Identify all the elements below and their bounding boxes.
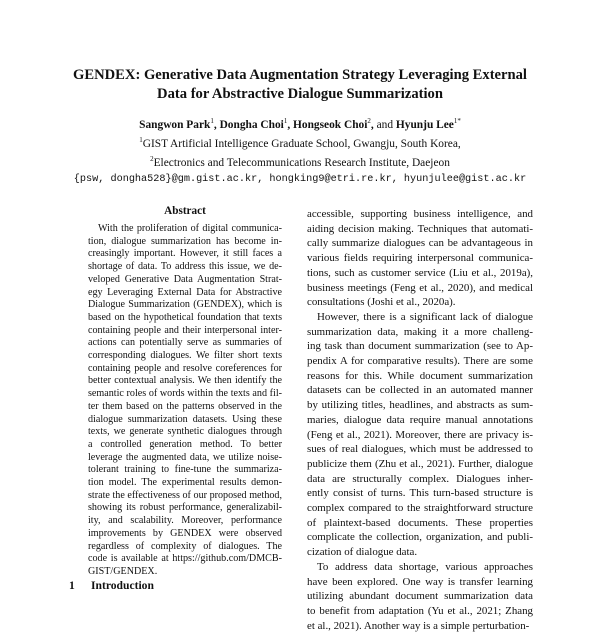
body-text-line: However, there is a significant lack of dialogue [317,310,533,323]
body-text-line: cally summarize dialogues can be advantageous in [307,237,533,250]
body-column-right [307,207,533,633]
body-text-line: tions, such as customer service (Liu et al., 2019a), [307,266,533,279]
author-list: Sangwon Park$^1$, Dongha Choi$^1$, Hongseok Choi$^2$, and Hyunju Lee$^{1*}$ [139,117,461,131]
author-name: Sangwon Park [139,118,211,131]
abstract-line: creasingly important. However, it still faces a [88,248,282,260]
author-affiliation-mark: 1 [210,117,214,125]
affiliation-1: $^1$GIST Artificial Intelligence Graduate School, Gwangju, South Korea, [139,136,461,150]
body-text-line: ing task than document summarization (see to Ap- [307,340,533,353]
author-emails: {psw, dongha528}@gm.gist.ac.kr, hongking9@etri.re.kr, hyunjulee@gist.ac.kr [73,173,527,185]
abstract-line: egy Leveraging External Data for Abstractive [88,286,282,298]
body-text-line: of plaintext-based documents. These properties [307,516,533,529]
body-text-line: maries, dialogue data require manual annotations [307,413,533,426]
section-number: 1 [69,579,75,592]
body-text-line: cization of dialogue data. [307,546,418,559]
author-block [40,114,560,187]
abstract-line: GIST/GENDEX. [88,565,158,577]
author-name: Hongseok Choi [293,118,368,131]
affiliation-2: $^2$Electronics and Telecommunications Research Institute, Daejeon [150,155,450,170]
body-text-line: aiding decision making. Techniques that automati- [307,222,533,235]
body-text-line: business meetings (Feng et al., 2020), and medical [307,281,533,294]
abstract-line: a controlled generation method. To better [88,438,282,450]
body-text-line: by utilizing titles, headlines, and abstracts as sum- [307,399,533,412]
abstract-line: ter them based on the patterns observed in the [88,400,282,412]
abstract-line: tion model. The experimental results demon- [88,477,282,489]
abstract-line: leverage the augmented data, we utilize noise- [88,451,282,463]
body-text-line: ently consist of turns. This turn-based structure is [307,487,533,500]
abstract-line: based on the hypothetical foundation that texts [88,311,282,323]
body-text-line: data are structurally complex. Dialogues inher- [307,472,533,485]
author-name: Dongha Choi [219,118,284,131]
abstract-line: semantic roles of words within the texts and fil- [88,388,282,400]
author-affiliation-mark: 1 [283,117,288,125]
abstract-heading: Abstract [164,205,206,217]
body-text-line: publicize them (Zhu et al., 2021). Further, dialogue [307,457,533,470]
body-text-line: pendix A for comparative results). There are some [307,355,533,368]
body-text-line: et al., 2021). Another way is a simple perturbation- [307,619,530,632]
abstract-line: Dialogue Summarization (GENDEX), which is [88,299,282,311]
section-title: Introduction [91,579,154,592]
abstract-line: code is available at https://github.com/DMCB- [88,553,282,565]
body-text-line: complex compared to the straightforward structure [307,502,533,515]
body-text-line: utilizing abundant document summarization data [307,590,533,603]
author-affiliation-mark: 1* [453,117,461,125]
abstract-line: regardless of complexity of dialogues. The [88,540,282,552]
section-heading-introduction [69,579,154,592]
abstract-line: improvements by GENDEX were observed [88,527,282,539]
abstract-line: corresponding dialogues. We filter short texts [88,350,282,362]
body-text-line: To address data shortage, various approaches [317,560,533,573]
abstract-line: showing its robust performance, generalizabil- [88,502,282,514]
abstract-line: tolerant training to fine-tune the summariza- [88,464,282,476]
paper-title-line-1: GENDEX: Generative Data Augmentation Strategy Leveraging External [73,67,527,83]
abstract-body [88,223,282,579]
body-text-line: complicate the collection, organization, and publi- [307,531,533,544]
abstract-line: containing people and their interpersonal inter- [88,324,282,336]
body-text-line: (Feng et al., 2021). Moreover, there are privacy is- [307,428,533,441]
body-text-line: various fields requiring interpersonal communica- [307,252,533,265]
body-text-line: reasons for this. While document summarization [307,369,533,382]
abstract-line: With the proliferation of digital communica- [98,223,282,234]
body-text-line: have been explored. One way is transfer learning [307,575,533,588]
author-affiliation-mark: 2 [367,117,371,125]
abstract-line: containing people and resolve coreferences for [88,362,282,374]
abstract-line: dialogue summarization datasets. Using these [88,413,282,425]
abstract-line: shortage of data. To address this issue, we de- [88,261,282,273]
body-text-line: accessible, supporting business intelligence, and [307,208,533,220]
body-text-line: datasets can be collected in an automated manner [307,384,533,397]
body-text-line: sues of real dialogues, which must be addressed to [307,443,533,456]
body-text-line: to benefit from adaptation (Yu et al., 2021; Zhang [307,604,533,617]
body-text-line: consultations (Joshi et al., 2020a). [307,296,456,309]
abstract-line: veloped Generative Data Augmentation Strat- [88,273,282,285]
abstract-line: strate the effectiveness of our proposed method, [88,489,282,501]
abstract-line: tion, dialogue summarization has become in- [88,235,282,247]
body-text-line: summarization data, making it a more challeng- [307,325,533,338]
author-name: Hyunju Lee [395,118,454,131]
abstract-line: better contextual analysis. We then identify the [88,375,282,387]
abstract-line: ity, and scalability. Moreover, performance [88,515,282,527]
abstract-line: texts, we generate synthetic dialogues through [88,426,282,438]
paper-title [40,66,560,104]
abstract-line: actions can potentially serve as summaries of [88,337,282,349]
paper-title-line-2: Data for Abstractive Dialogue Summarization [157,86,443,102]
